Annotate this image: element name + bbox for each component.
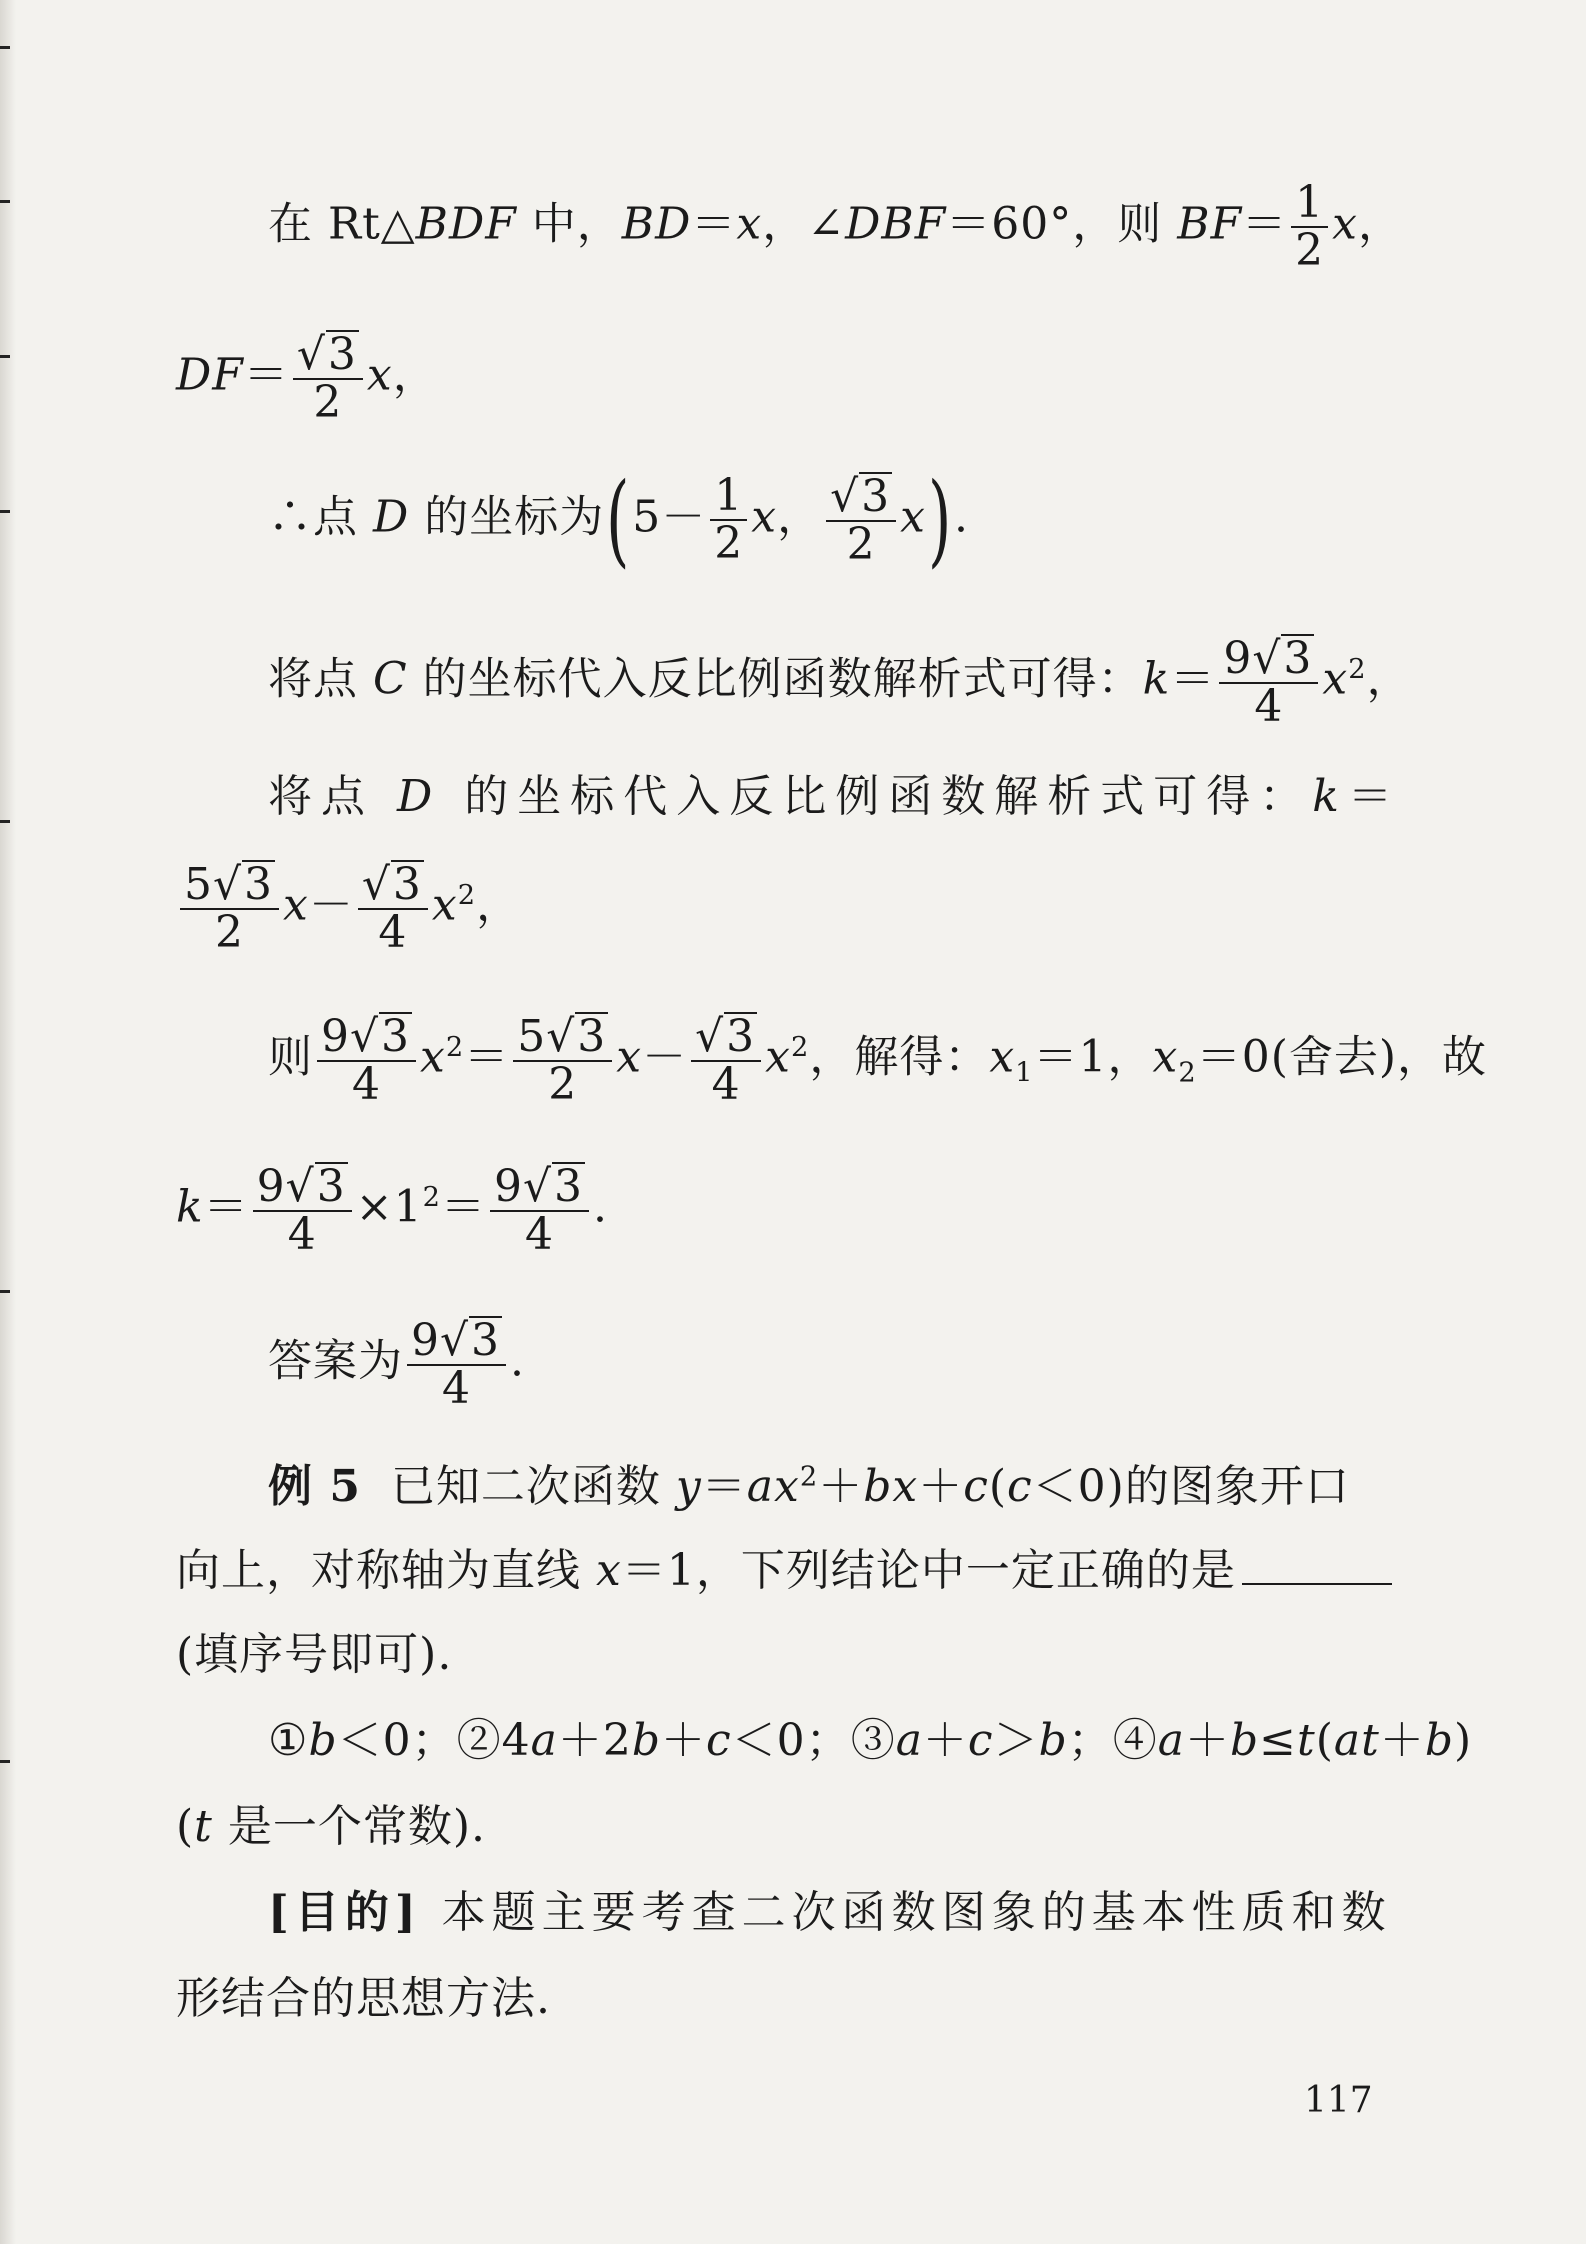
example-5-line-5: (t 是一个常数). <box>176 1801 486 1852</box>
fraction: $\frac{5√3}{2}$ <box>513 1012 612 1108</box>
fraction: $\frac{√3}{2}$ <box>293 330 363 426</box>
fraction: $\frac{5√3}{2}$ <box>180 860 279 956</box>
fraction: $\frac{9√3}{4}$ <box>407 1316 506 1412</box>
fraction: $\frac{√3}{4}$ <box>691 1012 761 1108</box>
purpose-line-1: [目的] 本题主要考查二次函数图象的基本性质和数 <box>268 1887 1392 1938</box>
fraction: $\frac{√3}{4}$ <box>358 860 428 956</box>
fraction: $\frac{1}{2}$ <box>1291 180 1328 274</box>
answer-line: 答案为 $\frac{9√3}{4}$ . <box>268 1315 526 1415</box>
solution-line-4: 将点 C 的坐标代入反比例函数解析式可得：k＝ $\frac{9√3}{4}$ $x^2$， <box>268 633 1412 733</box>
fraction: $\frac{9√3}{4}$ <box>317 1012 416 1108</box>
solution-line-1: 在 Rt△BDF 中，BD＝x，∠DBF＝60°，则 BF＝ $\frac{1}{2}$ x， <box>268 177 1403 277</box>
example-5-line-1: 例 5 已知二次函数 $y=ax^2+bx+c(c<0)$的图象开口 <box>268 1461 1350 1512</box>
purpose-label: [目的] <box>268 1887 422 1938</box>
solution-line-7: 则 $\frac{9√3}{4}$ $x^2=$ $\frac{5√3}{2}$ x－ $\frac{√3}{4}$ $x^2$，解得：$x_1=1$，$x_2=0$(舍去)，故 <box>268 1011 1488 1111</box>
example-5-options: ①b＜0；②4a＋2b＋c＜0；③a＋c＞b；④a＋b≤t(at＋b) <box>268 1715 1473 1766</box>
fraction: $\frac{√3}{2}$ <box>826 472 896 568</box>
fraction: $\frac{9√3}{4}$ <box>253 1162 352 1258</box>
solution-line-2: DF＝ $\frac{√3}{2}$ x， <box>176 329 438 429</box>
purpose-line-2: 形结合的思想方法. <box>176 1973 551 2024</box>
solution-line-3: ∴点 D 的坐标为(5－ $\frac{1}{2}$ x， $\frac{√3}{2}$ x). <box>268 461 970 578</box>
fraction: $\frac{9√3}{4}$ <box>1219 634 1318 730</box>
fraction: $\frac{9√3}{4}$ <box>490 1162 589 1258</box>
solution-line-6: $\frac{5√3}{2}$ x－ $\frac{√3}{4}$ $x^2$， <box>0 860 1586 956</box>
example-5-line-3: (填序号即可). <box>176 1629 453 1680</box>
fraction: $\frac{1}{2}$ <box>710 473 747 567</box>
binding-mark <box>0 1290 10 1293</box>
answer-blank <box>1242 1583 1392 1585</box>
example-5-line-2: 向上，对称轴为直线 x＝1，下列结论中一定正确的是 <box>0 1534 1586 1598</box>
binding-mark <box>0 46 10 49</box>
solution-line-8: k＝ $\frac{9√3}{4}$ $\times 1^2=$ $\frac{9√3}{4}$ . <box>176 1161 608 1261</box>
page-number: 117 <box>1304 2080 1373 2121</box>
example-label: 例 5 <box>268 1461 361 1512</box>
solution-line-5: 将点 D 的坐标代入反比例函数解析式可得：k＝ <box>268 771 1401 822</box>
